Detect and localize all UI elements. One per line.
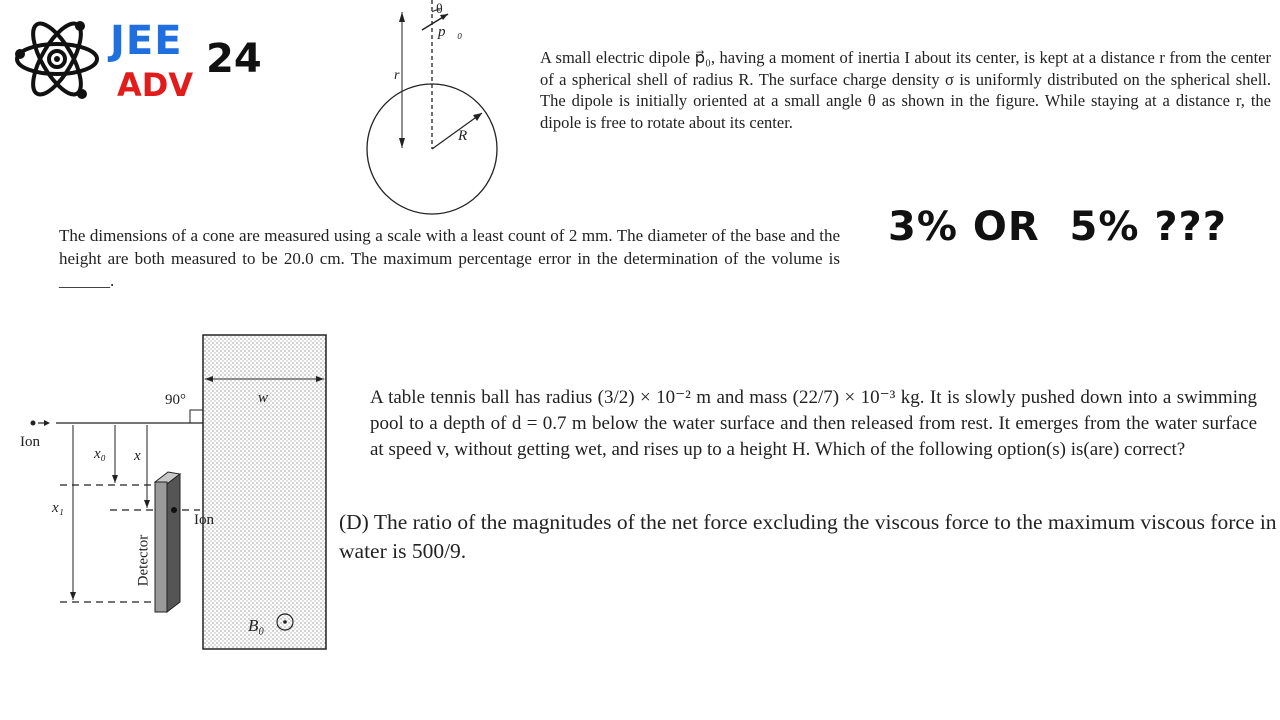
ball-question-text: A table tennis ball has radius (3/2) × 10⁻² m and mass (22/7) × 10⁻³ kg. It is slowly pushed down into a swimming pool to a depth of d = 0.7 m below the water surface and then released from rest. It emerges from the water surface at speed v, without getting wet, and rises up to a height H. Which of the following option(s) is(are) correct? bbox=[370, 387, 1257, 460]
ion-label-inside: Ion bbox=[194, 512, 214, 528]
answer-note: 3% OR 5% ??? bbox=[888, 204, 1227, 250]
detector-label: Detector bbox=[135, 534, 152, 587]
R-label: R bbox=[458, 128, 468, 144]
cone-question-text: The dimensions of a cone are measured using a scale with a least count of 2 mm. The diameter of the base and the height are both measured to be 20.0 cm. The maximum percentage error in the determination of the volume is ______. bbox=[59, 226, 840, 290]
x-label: x bbox=[134, 448, 141, 464]
r-label: r bbox=[394, 68, 400, 83]
x1-label: x₁ bbox=[52, 500, 64, 516]
x0-label: x₀ bbox=[94, 446, 106, 462]
theta-label: θ bbox=[436, 2, 443, 17]
w-label: w bbox=[258, 390, 269, 406]
option-d-text: (D) The ratio of the magnitudes of the net force excluding the viscous force to the maximum viscous force in water is 500/9. bbox=[339, 510, 1277, 563]
logo-jee-text: JEE bbox=[110, 18, 183, 64]
logo-adv-text: ADV bbox=[117, 66, 194, 104]
angle-label: 90° bbox=[165, 392, 186, 408]
atom-icon bbox=[12, 14, 102, 104]
logo-year-text: 24 bbox=[206, 36, 262, 82]
dipole-figure bbox=[360, 0, 500, 220]
ion-label-left: Ion bbox=[20, 434, 40, 450]
b0-label: B₀ bbox=[248, 616, 265, 635]
dipole-question-text: A small electric dipole p⃗₀, having a moment of inertia I about its center, is kept at a distance r from the center of a spherical shell of radius R. The surface charge density σ is uniformly distributed on the spherical shell. The dipole is initially oriented at a small angle θ as shown in the figure. While staying at a distance r, the dipole is free to rotate about its center. bbox=[540, 48, 1271, 132]
p0-label: p⃗₀ bbox=[438, 24, 463, 40]
atom-logo bbox=[12, 14, 102, 104]
ion-detector-figure bbox=[0, 330, 340, 660]
